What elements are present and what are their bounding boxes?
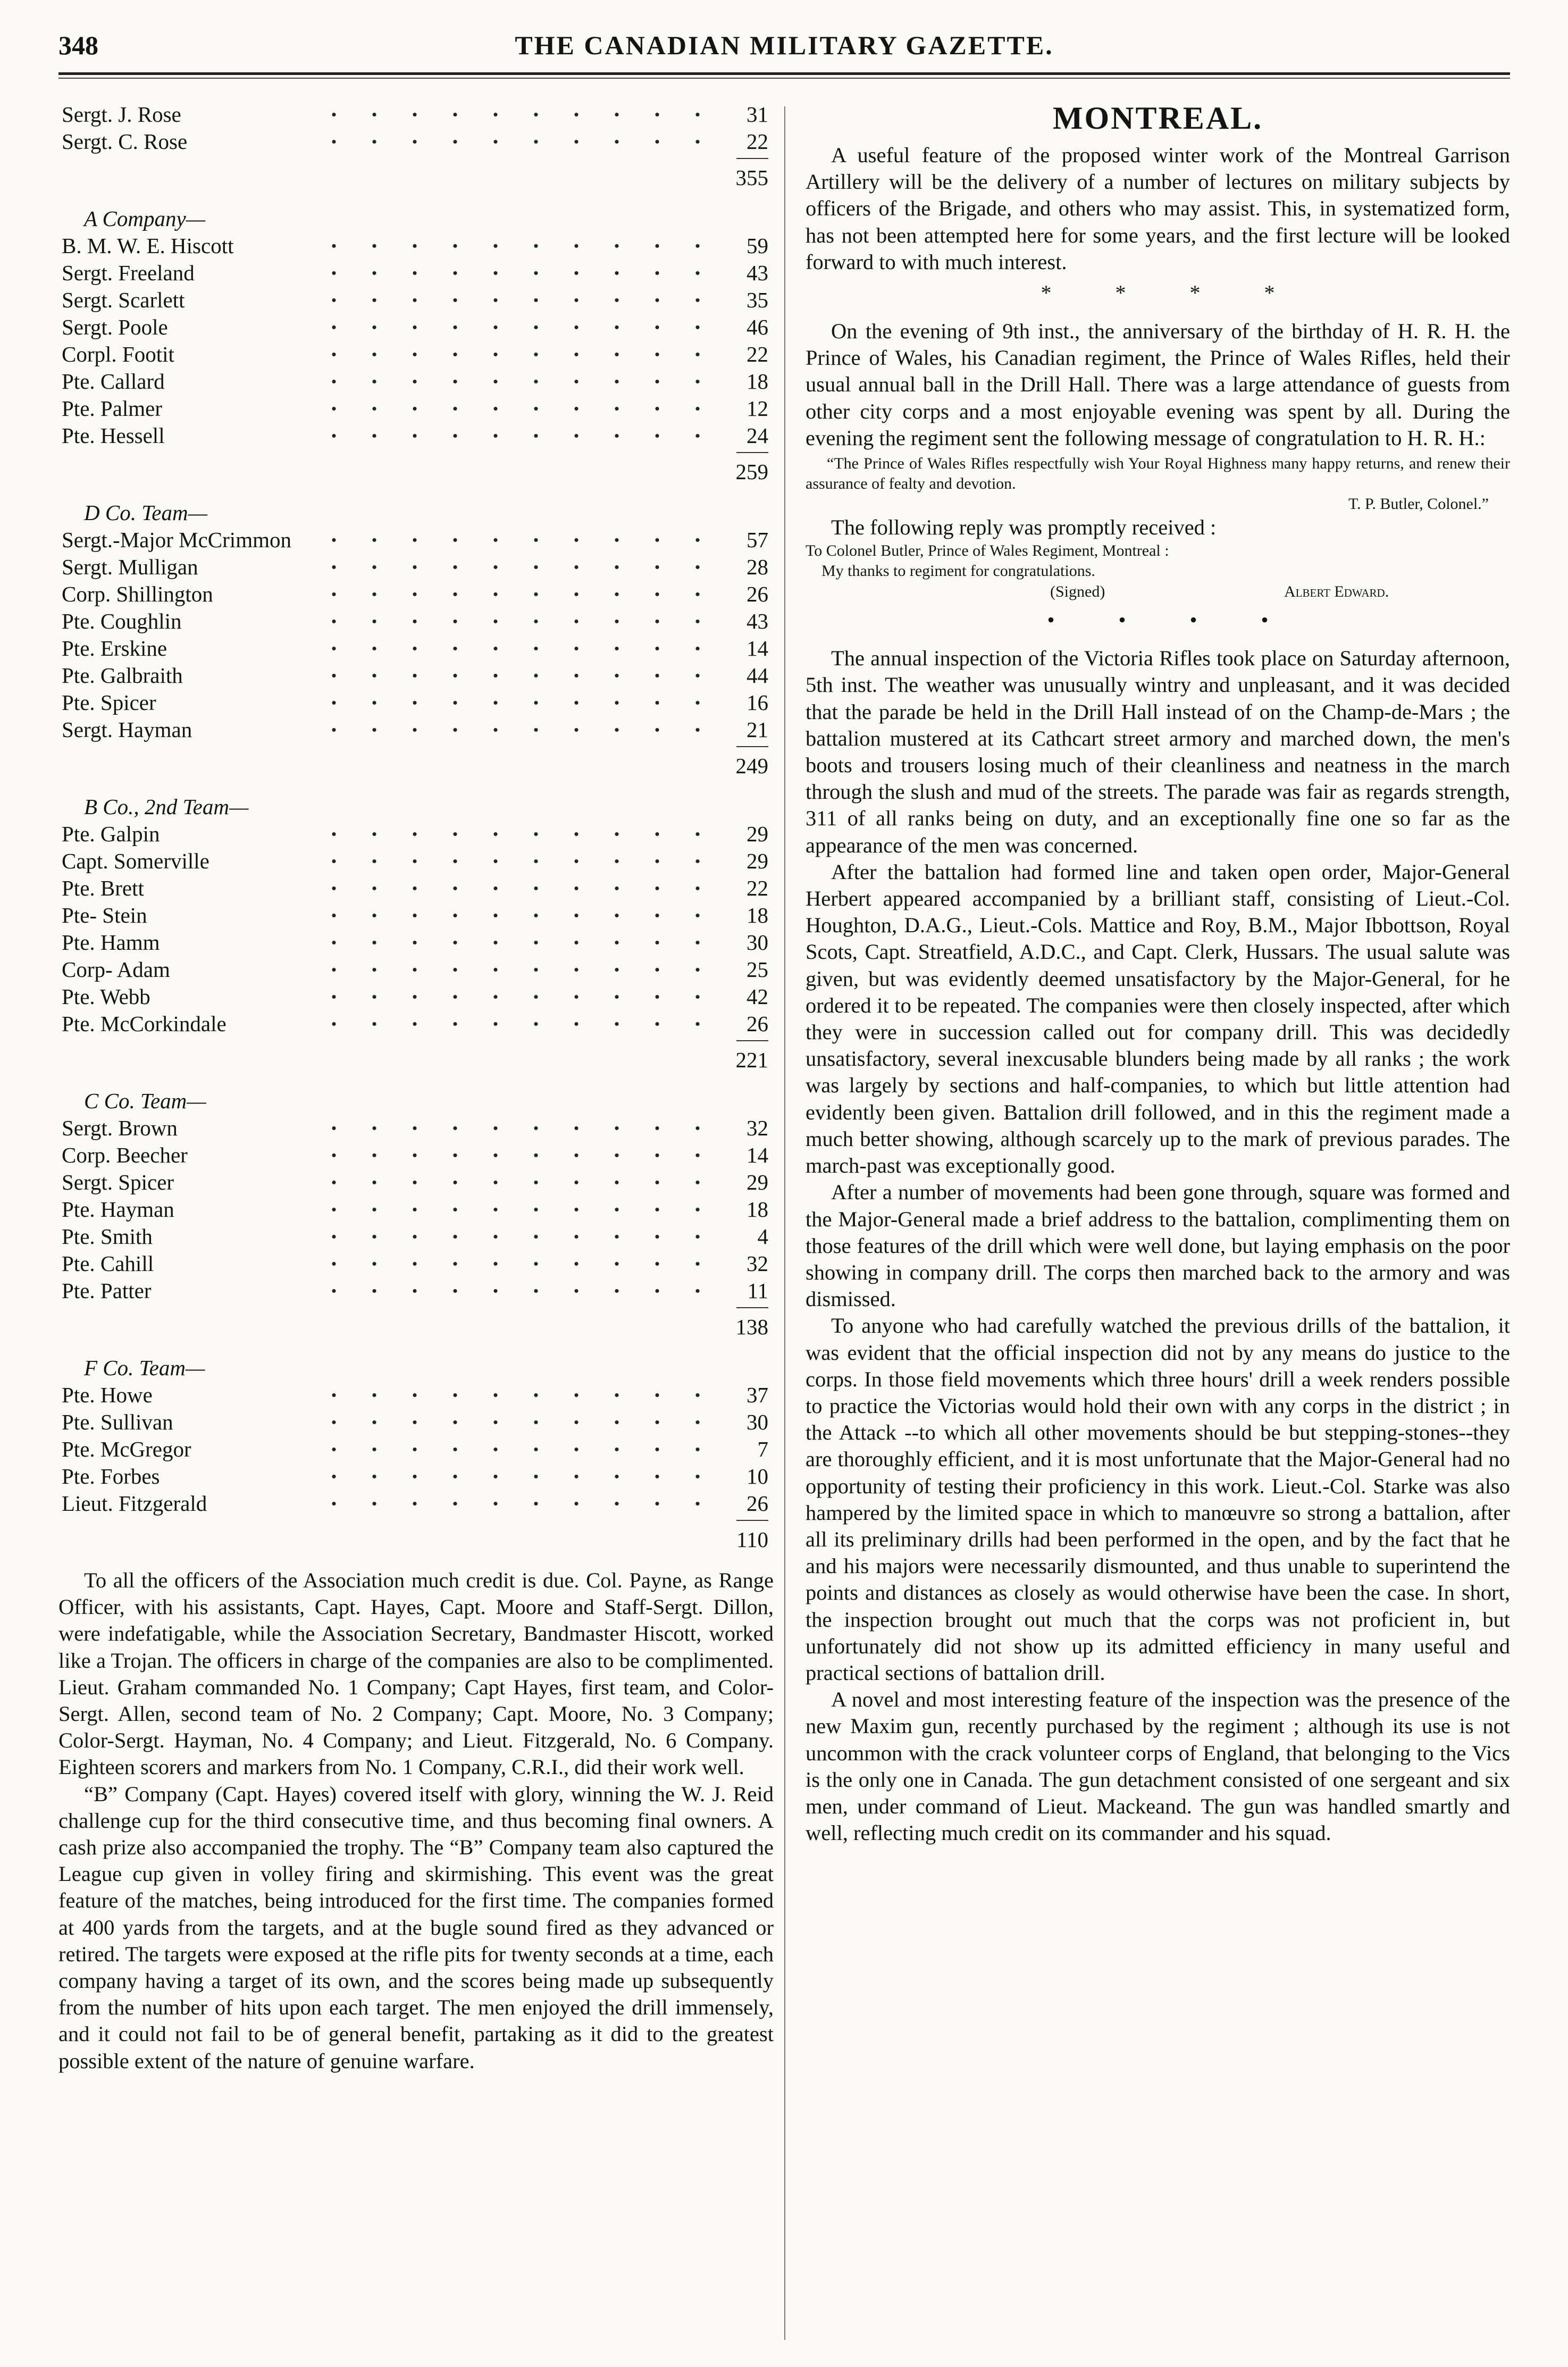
score-row — [58, 689, 774, 716]
leader-dots — [314, 314, 715, 341]
reply-address: To Colonel Butler, Prince of Wales Regiment, Montreal : — [806, 542, 1169, 560]
leader-dots — [314, 929, 715, 956]
competitor-name: Pte. Howe — [62, 1382, 157, 1409]
team-total: 259 — [735, 459, 768, 484]
team-score-block — [58, 1088, 774, 1343]
leader-dots — [314, 689, 715, 716]
leader-dots — [314, 1409, 715, 1436]
reply-signature — [806, 581, 1510, 603]
competitor-name: Pte. Spicer — [62, 689, 161, 716]
competitor-name: Sergt. Mulligan — [62, 554, 203, 581]
quoted-message: “The Prince of Wales Rifles respectfully wish Your Royal Highness many happy returns, and renew their assurance of fealty and devotion. — [806, 455, 1510, 493]
competitor-name: Sergt. Freeland — [62, 260, 199, 287]
team-heading: A Company— — [84, 206, 206, 231]
leader-dots — [314, 260, 715, 287]
score-block-top — [58, 101, 774, 194]
article-paragraph: To anyone who had carefully watched the previous drills of the battalion, it was evident that the official inspection did not by any means do justice to the corps. In those field movements which three hours' drill a week renders possible to practice the Victorias would hold their own with any corps in the district ; in the Attack --to which all other movements should be but stepping-stones--they are thoroughly efficient, and it is most unfortunate that the Major-General had no opportunity of testing their proficiency in this work. Lieut.-Col. Starke was also hampered by the limited space in which to manœuvre so strong a battalion, after all its preliminary drills had been performed in the open, and by the fact that he and his majors were necessarily dismounted, and thus unable to superintend the points and distances as closely as would otherwise have been the case. In short, the inspection brought out much that the corps was not proficient in, but unfortunately did not show up its admitted efficiency in many useful and practical sections of battalion drill. — [806, 1314, 1510, 1685]
competitor-score: 32 — [747, 1116, 768, 1140]
leader-dots — [314, 395, 715, 422]
competitor-name: Pte. Brett — [62, 875, 148, 902]
score-row — [58, 716, 774, 743]
score-row — [58, 526, 774, 554]
competitor-score: 30 — [747, 930, 768, 955]
leader-dots — [314, 662, 715, 689]
score-row — [58, 1382, 774, 1409]
competitor-score: 4 — [757, 1224, 768, 1249]
leader-dots — [314, 554, 715, 581]
score-row — [58, 341, 774, 368]
competitor-score: 18 — [747, 1197, 768, 1222]
leader-dots — [314, 1142, 715, 1169]
competitor-name: Sergt. Spicer — [62, 1169, 178, 1196]
competitor-name: Pte. Patter — [62, 1277, 156, 1304]
team-score-block — [58, 1354, 774, 1555]
leader-dots — [314, 1196, 715, 1223]
competitor-name: Pte. Erskine — [62, 635, 171, 662]
competitor-name: Pte. Smith — [62, 1223, 157, 1250]
competitor-score: 7 — [757, 1437, 768, 1461]
competitor-score: 22 — [747, 129, 768, 154]
score-row — [58, 554, 774, 581]
team-heading: F Co. Team— — [84, 1356, 205, 1380]
score-row — [58, 662, 774, 689]
competitor-name: Pte. McCorkindale — [62, 1010, 231, 1038]
competitor-name: Pte. Hessell — [62, 422, 169, 449]
score-row — [58, 1169, 774, 1196]
competitor-name: Pte. Forbes — [62, 1463, 164, 1490]
competitor-score: 29 — [747, 822, 768, 846]
competitor-score: 35 — [747, 288, 768, 312]
team-score-block — [58, 499, 774, 782]
score-row — [58, 1490, 774, 1517]
competitor-score: 11 — [747, 1278, 768, 1303]
competitor-name: Pte. Callard — [62, 368, 169, 395]
competitor-score: 18 — [747, 369, 768, 394]
competitor-score: 12 — [747, 396, 768, 421]
competitor-score: 43 — [747, 609, 768, 633]
competitor-score: 21 — [747, 717, 768, 742]
competitor-score: 10 — [747, 1464, 768, 1488]
competitor-score: 14 — [747, 1143, 768, 1167]
score-row — [58, 1250, 774, 1277]
competitor-score: 28 — [747, 555, 768, 579]
score-row — [58, 1277, 774, 1304]
team-score-blocks — [58, 205, 774, 1555]
total-rule — [58, 1038, 774, 1044]
total-rule — [58, 1304, 774, 1311]
competitor-score: 30 — [747, 1410, 768, 1434]
score-row — [58, 128, 774, 155]
competitor-name: Pte. Galbraith — [62, 662, 187, 689]
leader-dots — [314, 983, 715, 1010]
article-paragraph: A useful feature of the proposed winter work of the Montreal Garrison Artillery will be the delivery of a number of lectures on military subjects by officers of the Brigade, and others who may assist. This, in systematized form, has not been attempted here for some years, and the first lecture will be looked forward to with much interest. — [806, 143, 1510, 274]
leader-dots — [314, 581, 715, 608]
score-row — [58, 1436, 774, 1463]
score-row — [58, 1115, 774, 1142]
total-rule — [58, 1517, 774, 1524]
competitor-score: 43 — [747, 261, 768, 285]
team-score-block — [58, 205, 774, 488]
team-total: 138 — [735, 1315, 768, 1339]
team-total: 249 — [735, 754, 768, 778]
competitor-name: Corp. Shillington — [62, 581, 217, 608]
article-paragraph: On the evening of 9th inst., the anniversary of the birthday of H. R. H. the Prince of Wales, his Canadian regiment, the Prince of Wales Rifles, held their usual annual ball in the Drill Hall. There was a large attendance of guests from other city corps and a most enjoyable evening was spent by all. During the evening the regiment sent the following message of congratulation to H. R. H.: — [806, 319, 1510, 450]
score-row — [58, 956, 774, 983]
competitor-score: 29 — [747, 1170, 768, 1194]
article-paragraph: After the battalion had formed line and taken open order, Major-General Herbert appeared accompanied by a brilliant staff, consisting of Lieut.-Col. Houghton, D.A.G., Lieut.-Cols. Mattice and Roy, B.M., Major Ibbottson, Royal Scots, Capt. Streatfield, A.D.C., and Capt. Clerk, Hussars. The usual salute was given, but was evidently deemed unsatisfactory by the Major-General, for he ordered it to be repeated. The companies were then closely inspected, after which they were in succession called out for company drill. This was decidedly unsatisfactory, several inexcusable blunders being made by all ranks ; the work was largely by sections and half-companies, to which but little attention had evidently been given. Battalion drill followed, and in this the regiment made a much better showing, although scarcely up to the mark of previous parades. The march-past was exceptionally good. — [806, 859, 1510, 1178]
competitor-name: Sergt. Hayman — [62, 716, 196, 743]
competitor-name: Pte. Galpin — [62, 821, 164, 848]
header-rule — [58, 72, 1510, 75]
competitor-name: Sergt. C. Rose — [62, 128, 191, 155]
article-paragraph: The following reply was promptly received : — [831, 515, 1217, 540]
leader-dots — [314, 128, 715, 155]
competitor-name: Pte. Palmer — [62, 395, 166, 422]
leader-dots — [314, 1169, 715, 1196]
section-separator: * * * * — [1041, 281, 1275, 305]
competitor-name: Pte. Hayman — [62, 1196, 179, 1223]
competitor-score: 37 — [747, 1383, 768, 1407]
leader-dots — [314, 526, 715, 554]
score-row — [58, 1142, 774, 1169]
competitor-name: Pte- Stein — [62, 902, 152, 929]
score-row — [58, 232, 774, 260]
leader-dots — [314, 716, 715, 743]
leader-dots — [314, 1382, 715, 1409]
competitor-name: B. M. W. E. Hiscott — [62, 232, 238, 260]
page-number: 348 — [58, 30, 98, 60]
team-heading: B Co., 2nd Team— — [84, 794, 249, 819]
article-paragraph: To all the officers of the Association much credit is due. Col. Payne, as Range Officer, with his assistants, Capt. Hayes, Capt. Moore and Staff-Sergt. Dillon, were indefatigable, while the Association Secretary, Bandmaster Hiscott, worked like a Trojan. The officers in charge of the companies are also to be complimented. Lieut. Graham commanded No. 1 Company; Capt Hayes, first team, and Color-Sergt. Allen, second team of No. 2 Company; Capt. Moore, No. 3 Company; Color-Sergt. Hayman, No. 4 Company; and Lieut. Fitzgerald, No. 6 Company. Eighteen scorers and markers from No. 1 Company, C.R.I., did their work well. — [58, 1568, 774, 1779]
score-row — [58, 902, 774, 929]
score-row — [58, 368, 774, 395]
score-row — [58, 287, 774, 314]
total-rule — [58, 743, 774, 750]
competitor-score: 14 — [747, 636, 768, 660]
score-row — [58, 635, 774, 662]
score-row — [58, 1463, 774, 1490]
competitor-name: Corpl. Footit — [62, 341, 179, 368]
competitor-name: Lieut. Fitzgerald — [62, 1490, 211, 1517]
competitor-score: 29 — [747, 849, 768, 873]
competitor-score: 16 — [747, 690, 768, 715]
header-rule-thin — [58, 78, 1510, 79]
score-row — [58, 1010, 774, 1038]
score-row — [58, 260, 774, 287]
team-score-block — [58, 793, 774, 1076]
competitor-score: 25 — [747, 957, 768, 982]
team-heading: C Co. Team— — [84, 1089, 206, 1113]
page-header — [58, 30, 1510, 72]
competitor-score: 31 — [747, 102, 768, 127]
score-row — [58, 395, 774, 422]
team-total: 355 — [735, 165, 768, 190]
competitor-score: 18 — [747, 903, 768, 927]
competitor-name: Sergt. Brown — [62, 1115, 182, 1142]
team-total: 221 — [735, 1048, 768, 1072]
leader-dots — [314, 875, 715, 902]
score-row — [58, 1409, 774, 1436]
leader-dots — [314, 1115, 715, 1142]
article-paragraph: After a number of movements had been gone through, square was formed and the Major-General made a brief address to the battalion, complimenting them on those features of the drill which were well done, but laying emphasis on the poor showing in company drill. The corps then marched back to the armory and was dismissed. — [806, 1180, 1510, 1311]
competitor-score: 44 — [747, 663, 768, 688]
score-row — [58, 422, 774, 449]
leader-dots — [314, 821, 715, 848]
score-row — [58, 608, 774, 635]
reply-body: My thanks to regiment for congratulations. — [821, 562, 1095, 580]
competitor-score: 24 — [747, 423, 768, 448]
score-row — [58, 821, 774, 848]
competitor-score: 59 — [747, 233, 768, 258]
publication-title: THE CANADIAN MILITARY GAZETTE. — [515, 30, 1054, 60]
competitor-score: 26 — [747, 582, 768, 606]
section-title: MONTREAL. — [1052, 101, 1263, 136]
leader-dots — [314, 1490, 715, 1517]
score-row — [58, 1223, 774, 1250]
competitor-score: 32 — [747, 1251, 768, 1276]
right-column — [806, 101, 1510, 1846]
competitor-score: 22 — [747, 342, 768, 366]
leader-dots — [314, 1277, 715, 1304]
competitor-name: Pte. Coughlin — [62, 608, 186, 635]
leader-dots — [314, 956, 715, 983]
score-row — [58, 314, 774, 341]
leader-dots — [314, 287, 715, 314]
competitor-score: 57 — [747, 528, 768, 552]
leader-dots — [314, 608, 715, 635]
competitor-name: Pte. Cahill — [62, 1250, 158, 1277]
competitor-name: Sergt. Scarlett — [62, 287, 189, 314]
score-row — [58, 101, 774, 128]
total-rule — [58, 155, 774, 162]
column-divider — [784, 106, 785, 2340]
competitor-name: Pte. Sullivan — [62, 1409, 178, 1436]
competitor-name: Corp. Beecher — [62, 1142, 192, 1169]
competitor-name: Sergt.-Major McCrimmon — [62, 526, 296, 554]
score-row — [58, 848, 774, 875]
leader-dots — [314, 902, 715, 929]
leader-dots — [314, 1223, 715, 1250]
total-rule — [58, 449, 774, 456]
competitor-name: Pte. Hamm — [62, 929, 164, 956]
leader-dots — [314, 848, 715, 875]
competitor-score: 26 — [747, 1491, 768, 1516]
team-heading: D Co. Team— — [84, 500, 208, 525]
competitor-score: 46 — [747, 315, 768, 339]
competitor-name: Sergt. Poole — [62, 314, 172, 341]
competitor-name: Pte. Webb — [62, 983, 155, 1010]
score-row — [58, 875, 774, 902]
leader-dots — [314, 422, 715, 449]
article-paragraph: “B” Company (Capt. Hayes) covered itself with glory, winning the W. J. Reid challenge cup for the third consecutive time, and thus becoming final owners. A cash prize also accompanied the trophy. The “B” Company team also captured the League cup given in volley firing and skirmishing. This event was the great feature of the matches, being introduced for the first time. The companies formed at 400 yards from the targets, and at the bugle sound fired as they advanced or retired. The targets were exposed at the rifle pits for twenty seconds at a time, each company having a target of its own, and the scores being made up subsequently from the number of hits upon each target. The men enjoyed the drill immensely, and it could not fail to be of general benefit, partaking as it did to the greatest possible extent of the nature of genuine warfare. — [58, 1781, 774, 2073]
leader-dots — [314, 1463, 715, 1490]
article-paragraph: The annual inspection of the Victoria Rifles took place on Saturday afternoon, 5th inst. The weather was unusually wintry and unpleasant, and it was decided that the parade be held in the Drill Hall instead of on the Champ-de-Mars ; the battalion mustered at its Cathcart street armory and marched down, the men's boots and trousers losing much of their cleanliness and neatness in the march through the slush and mud of the streets. The parade was fair as regards strength, 311 of all ranks being on duty, and an exceptionally fine one so far as the appearance of the men was concerned. — [806, 646, 1510, 857]
leader-dots — [314, 341, 715, 368]
competitor-name: Corp- Adam — [62, 956, 174, 983]
leader-dots — [314, 635, 715, 662]
quote-signature: T. P. Butler, Colonel.” — [1348, 495, 1489, 513]
left-column — [58, 101, 774, 2075]
competitor-name: Capt. Somerville — [62, 848, 214, 875]
leader-dots — [314, 1010, 715, 1038]
leader-dots — [314, 232, 715, 260]
competitor-score: 26 — [747, 1011, 768, 1036]
competitor-score: 22 — [747, 876, 768, 900]
competitor-name: Sergt. J. Rose — [62, 101, 186, 128]
article-paragraph: A novel and most interesting feature of the inspection was the presence of the new Maxim gun, recently purchased by the regiment ; although its use is not uncommon with the crack volunteer corps of England, that belonging to the Vics is the only one in Canada. The gun detachment consisted of one sergeant and six men, under command of Lieut. Mackeand. The gun was handled smartly and well, reflecting much credit on its commander and his squad. — [806, 1687, 1510, 1845]
score-row — [58, 581, 774, 608]
leader-dots — [314, 368, 715, 395]
score-row — [58, 1196, 774, 1223]
competitor-name: Pte. McGregor — [62, 1436, 196, 1463]
score-row — [58, 983, 774, 1010]
team-total: 110 — [736, 1527, 768, 1552]
score-row — [58, 929, 774, 956]
competitor-score: 42 — [747, 984, 768, 1009]
leader-dots — [314, 1250, 715, 1277]
signed-label: (Signed) — [1050, 583, 1105, 601]
section-separator: • • • • — [1047, 608, 1269, 632]
leader-dots — [314, 1436, 715, 1463]
leader-dots — [314, 101, 715, 128]
signer-name: Albert Edward. — [1284, 583, 1389, 601]
